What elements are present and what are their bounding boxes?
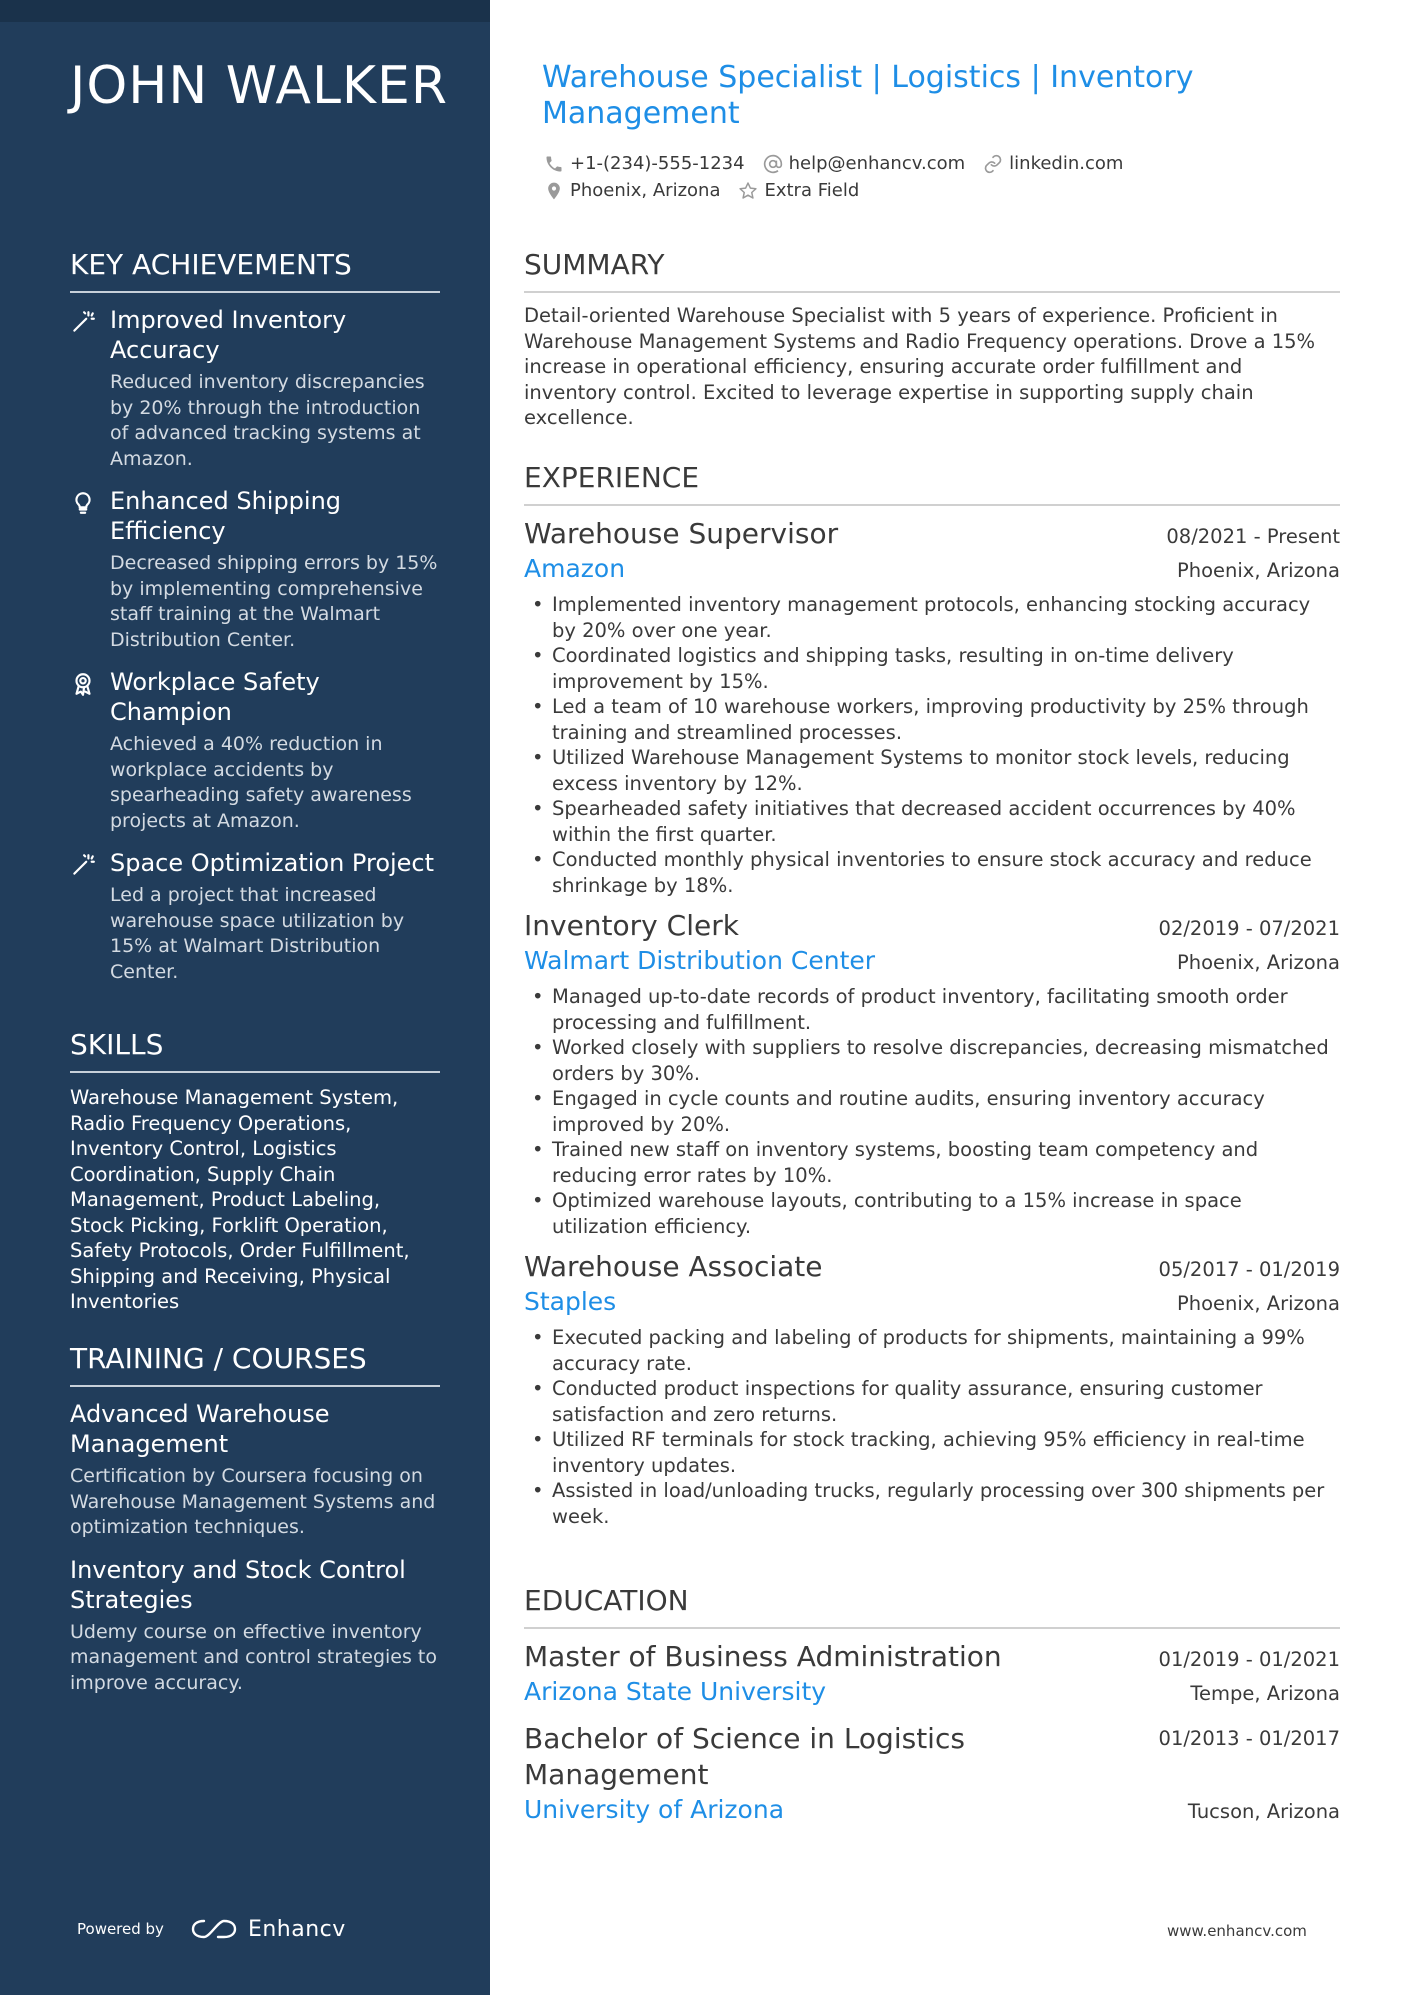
skills-list: Warehouse Management System, Radio Frequency Operations, Inventory Control, Logistics Coordination, Supply Chain Management, Product Labeling, Stock Picking, Forklift Operation, Safety Protocols, Order Fulfillment, Shipping and Receiving, Physical Inventories — [70, 1086, 410, 1313]
job-title: Warehouse Supervisor — [524, 517, 839, 550]
location-text: Phoenix, Arizona — [570, 180, 721, 201]
phone-text: +1-(234)-555-1234 — [570, 153, 745, 174]
job-header-row — [524, 908, 1340, 944]
achievement-item — [70, 486, 440, 653]
education-school-row — [524, 1793, 1340, 1827]
job-location: Phoenix, Arizona — [1176, 559, 1340, 582]
training-heading: TRAINING / COURSES — [70, 1342, 440, 1387]
job-bullet: • Coordinated logistics and shipping tasks, resulting in on-time delivery improvement by 15%. — [524, 643, 1340, 694]
contact-row — [544, 177, 1304, 204]
course-title: Advanced Warehouse Management — [70, 1400, 330, 1458]
star-icon — [738, 181, 758, 201]
location-pin-icon — [544, 181, 564, 201]
magic-wand-icon — [70, 852, 96, 878]
achievement-item — [70, 305, 440, 472]
job-header-row — [524, 516, 1340, 552]
job-bullet: • Utilized Warehouse Management Systems to monitor stock levels, reducing excess inventory by 12%. — [524, 745, 1340, 796]
achievement-item — [70, 848, 440, 985]
degree-title: Master of Business Administration — [524, 1640, 1002, 1673]
job-company-row — [524, 944, 1340, 978]
job-company-row — [524, 1285, 1340, 1319]
sidebar-top-band — [0, 0, 490, 22]
job-date: 05/2017 - 01/2019 — [1158, 1258, 1340, 1281]
job-bullet: • Implemented inventory management protocols, enhancing stocking accuracy by 20% over one year. — [524, 592, 1340, 643]
job-bullet: • Executed packing and labeling of products for shipments, maintaining a 99% accuracy rate. — [524, 1325, 1340, 1376]
job-bullet: • Conducted monthly physical inventories to ensure stock accuracy and reduce shrinkage by 18%. — [524, 847, 1340, 898]
skills-section — [70, 1028, 440, 1315]
job-header-row — [524, 1249, 1340, 1285]
job-bullets — [524, 592, 1340, 898]
job-entry — [524, 516, 1340, 898]
summary-section — [524, 248, 1340, 431]
job-bullets — [524, 1325, 1340, 1529]
job-company: Amazon — [524, 554, 626, 583]
job-bullet: • Led a team of 10 warehouse workers, improving productivity by 25% through training and streamlined processes. — [524, 694, 1340, 745]
contact-linkedin[interactable] — [983, 153, 1123, 174]
school-location: Tempe, Arizona — [1190, 1682, 1340, 1705]
phone-icon — [544, 154, 564, 174]
job-bullet: • Utilized RF terminals for stock tracking, achieving 95% efficiency in real-time inventory updates. — [524, 1427, 1340, 1478]
job-location: Phoenix, Arizona — [1176, 951, 1340, 974]
job-entry — [524, 908, 1340, 1239]
job-bullet: • Spearheaded safety initiatives that decreased accident occurrences by 40% within the first quarter. — [524, 796, 1340, 847]
experience-section — [524, 461, 1340, 1539]
achievement-title: Enhanced Shipping Efficiency — [110, 487, 342, 545]
achievement-description: Achieved a 40% reduction in workplace accidents by spearheading safety awareness projects at Amazon. — [110, 733, 412, 832]
job-date: 08/2021 - Present — [1166, 525, 1340, 548]
award-ribbon-icon — [70, 671, 96, 697]
job-bullet: • Trained new staff on inventory systems, boosting team competency and reducing error rates by 10%. — [524, 1137, 1340, 1188]
at-sign-icon — [763, 154, 783, 174]
enhancv-brand-name[interactable]: Enhancv — [247, 1916, 346, 1942]
job-bullets — [524, 984, 1340, 1239]
achievement-description: Decreased shipping errors by 15% by implementing comprehensive staff training at the Walmart Distribution Center. — [110, 552, 438, 651]
course-title: Inventory and Stock Control Strategies — [70, 1555, 406, 1614]
enhancv-logo-icon[interactable] — [190, 1916, 238, 1942]
school-location: Tucson, Arizona — [1187, 1800, 1340, 1823]
candidate-name: JOHN WALKER — [70, 56, 448, 116]
course-description: Udemy course on effective inventory management and control strategies to improve accuracy. — [70, 1620, 437, 1694]
powered-by — [77, 1916, 346, 1942]
achievement-item — [70, 667, 440, 834]
education-entry — [524, 1639, 1340, 1709]
education-date: 01/2013 - 01/2017 — [1158, 1727, 1340, 1750]
link-icon — [983, 154, 1003, 174]
job-title: Inventory Clerk — [524, 909, 739, 942]
skills-heading: SKILLS — [70, 1028, 440, 1073]
course-description: Certification by Coursera focusing on Warehouse Management Systems and optimization techniques. — [70, 1465, 436, 1538]
lightbulb-icon — [70, 490, 96, 516]
key-achievements-section — [70, 248, 440, 999]
education-section — [524, 1584, 1340, 1839]
education-school-row — [524, 1675, 1340, 1709]
job-entry — [524, 1249, 1340, 1529]
key-achievements-heading: KEY ACHIEVEMENTS — [70, 248, 440, 293]
contact-phone[interactable] — [544, 153, 745, 174]
contact-info — [544, 150, 1304, 204]
course-item — [70, 1399, 440, 1541]
contact-row — [544, 150, 1304, 177]
contact-extra — [738, 180, 859, 201]
summary-text: Detail-oriented Warehouse Specialist with 5 years of experience. Proficient in Warehouse Management Systems and Radio Frequency operations. Drove a 15% increase in operational efficiency, ensuring accurate order fulfillment and inventory control. Excited to leverage expertise in supporting supply chain excellence. — [524, 304, 1316, 429]
education-date: 01/2019 - 01/2021 — [1158, 1648, 1340, 1671]
footer-website-link[interactable]: www.enhancv.com — [1167, 1922, 1307, 1940]
magic-wand-icon — [70, 309, 96, 335]
job-bullet: • Assisted in load/unloading trucks, regularly processing over 300 shipments per week. — [524, 1478, 1340, 1529]
contact-email[interactable] — [763, 153, 966, 174]
degree-title: Bachelor of Science in Logistics Management — [524, 1722, 965, 1791]
job-bullet: • Worked closely with suppliers to resolve discrepancies, decreasing mismatched orders by 30%. — [524, 1035, 1340, 1086]
job-bullet: • Managed up-to-date records of product inventory, facilitating smooth order processing and fulfillment. — [524, 984, 1340, 1035]
job-bullet: • Engaged in cycle counts and routine audits, ensuring inventory accuracy improved by 20%. — [524, 1086, 1340, 1137]
experience-heading: EXPERIENCE — [524, 461, 1340, 506]
resume-headline: Warehouse Specialist | Logistics | Inventory Management — [542, 60, 1194, 131]
sidebar — [0, 0, 490, 1995]
school-name: Arizona State University — [524, 1677, 827, 1706]
contact-location — [544, 180, 720, 201]
powered-by-label: Powered by — [77, 1920, 164, 1938]
job-title: Warehouse Associate — [524, 1250, 823, 1283]
job-company: Walmart Distribution Center — [524, 946, 876, 975]
school-name: University of Arizona — [524, 1795, 785, 1824]
job-company-row — [524, 552, 1340, 586]
job-date: 02/2019 - 07/2021 — [1158, 917, 1340, 940]
achievement-title: Improved Inventory Accuracy — [110, 306, 347, 364]
achievement-title: Workplace Safety Champion — [110, 668, 320, 726]
achievement-title: Space Optimization Project — [110, 849, 435, 877]
education-heading: EDUCATION — [524, 1584, 1340, 1629]
job-bullet: • Conducted product inspections for quality assurance, ensuring customer satisfaction and zero returns. — [524, 1376, 1340, 1427]
summary-heading: SUMMARY — [524, 248, 1340, 293]
education-header-row — [524, 1639, 1340, 1675]
achievement-description: Led a project that increased warehouse space utilization by 15% at Walmart Distribution Center. — [110, 884, 405, 983]
course-item — [70, 1555, 440, 1697]
training-section — [70, 1342, 440, 1710]
job-bullet: • Optimized warehouse layouts, contributing to a 15% increase in space utilization efficiency. — [524, 1188, 1340, 1239]
education-entry — [524, 1721, 1340, 1827]
achievement-description: Reduced inventory discrepancies by 20% through the introduction of advanced tracking systems at Amazon. — [110, 371, 425, 470]
linkedin-text: linkedin.com — [1009, 153, 1124, 174]
job-company: Staples — [524, 1287, 617, 1316]
email-text: help@enhancv.com — [788, 153, 966, 174]
education-header-row — [524, 1721, 1340, 1793]
job-location: Phoenix, Arizona — [1176, 1292, 1340, 1315]
extra-field-text: Extra Field — [764, 180, 860, 201]
